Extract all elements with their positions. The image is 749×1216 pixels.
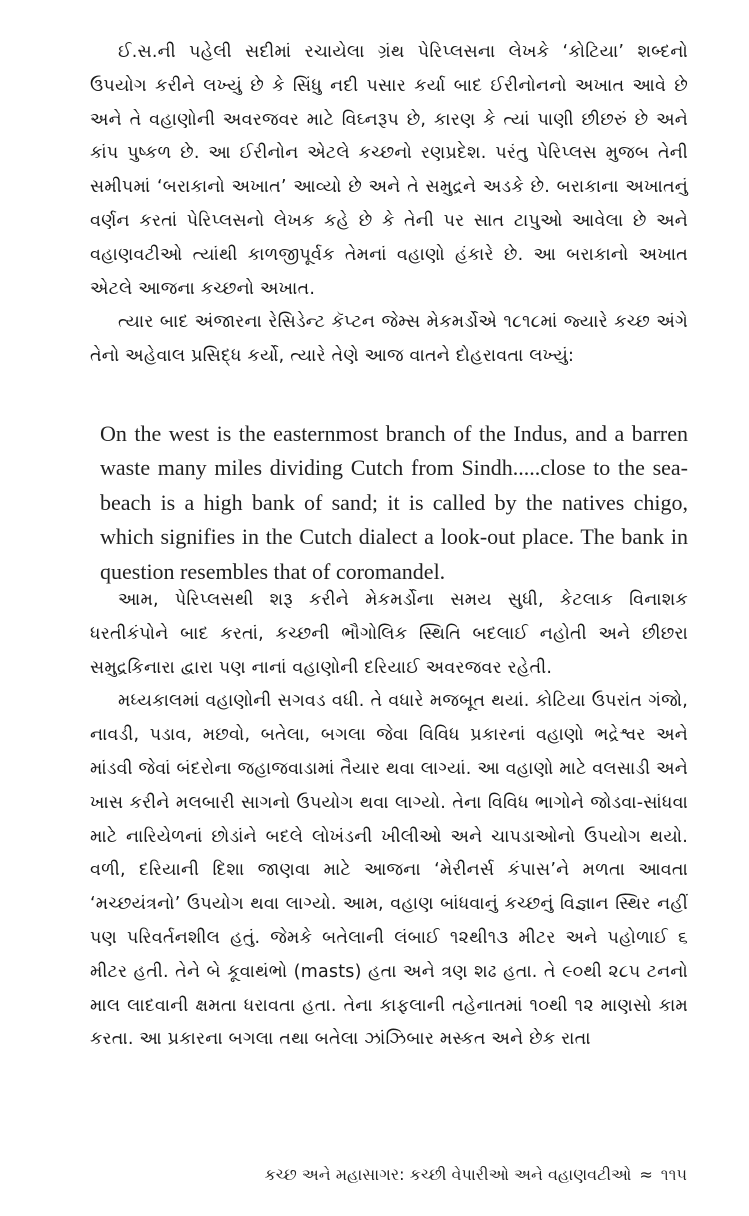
- english-quote: On the west is the easternmost branch of the Indus, and a barren waste many miles dividing Cutch from Sindh.....close to the sea-beach is a high bank of sand; it is called by the natives chigo, which signifies in the Cutch dialect a look-out place. The bank in question resembles that of coromandel.: [100, 421, 688, 584]
- paragraph-geography: આમ, પેરિપ્લસથી શરૂ કરીને મેકમર્ડોના સમય સુધી, કેટલાક વિનાશક ધરતીકંપોને બાદ કરતાં, કચ્છની ભૌગોલિક સ્થિતિ બદલાઈ નહોતી અને છીછરા સમુદ્રકિનારા દ્વારા પણ નાનાં વહાણોની દરિયાઈ અવરજવર રહેતી.: [90, 590, 688, 678]
- paragraph-medieval-ships: મધ્યકાલમાં વહાણોની સગવડ વધી. તે વધારે મજબૂત થયાં. કોટિયા ઉપરાંત ગંજો, નાવડી, પડાવ, મછવો, બતેલા, બગલા જેવા વિવિધ પ્રકારનાં વહાણો ભદ્રેશ્વર અને માંડવી જેવાં બંદરોના જહાજવાડામાં તૈયાર થવા લાગ્યાં. આ વહાણો માટે વલસાડી અને ખાસ કરીને મલબારી સાગનો ઉપયોગ થવા લાગ્યો. તેના વિવિધ ભાગોને જોડવા-સાંધવા માટે નારિયેળનાં છોડાંને બદલે લોખંડની ખીલીઓ અને ચાપડાઓનો ઉપયોગ થયો. વળી, દરિયાની દિશા જાણવા માટે આજના ‘મેરીનર્સ કંપાસ’ને મળતા આવતા ‘મચ્છયંત્રનો’ ઉપયોગ થવા લાગ્યો. આમ, વહાણ બાંધવાનું કચ્છનું વિજ્ઞાન સ્થિર નહીં પણ પરિવર્તનશીલ હતું. જેમકે બતેલાની લંબાઈ ૧૨થી૧૩ મીટર અને પહોળાઈ ૬ મીટર હતી. તેને બે કૂવાથંભો (masts) હતા અને ત્રણ શઢ હતા. તે ૯૦થી ૨૮૫ ટનનો માલ લાદવાની ક્ષમતા ધરાવતા હતા. તેના કાફલાની તહેનાતમાં ૧૦થી ૧૨ માણસો કામ કરતા. આ પ્રકારના બગલા તથા બતેલા ઝાંઝિબાર મસ્કત અને છેક રાતા: [90, 691, 688, 1050]
- footer-separator: ≈: [639, 1165, 653, 1184]
- bottom-text-block: [90, 584, 688, 1057]
- paragraph-macmurdo: ત્યાર બાદ અંજારના રેસિડેન્ટ કૅપ્ટન જેમ્સ મેકમર્ડોએ ૧૮૧૮માં જ્યારે કચ્છ અંગે તેનો અહેવાલ પ્રસિદ્ધ કર્યો, ત્યારે તેણે આજ વાતને દોહરાવતા લખ્યું:: [90, 312, 688, 367]
- page-number: ૧૧૫: [660, 1165, 687, 1184]
- page-footer: [265, 1165, 688, 1185]
- running-title: કચ્છ અને મહાસાગર: કચ્છી વેપારીઓ અને વહાણવટીઓ: [264, 1165, 632, 1184]
- top-text-block: [90, 36, 688, 374]
- paragraph-periplus: ઈ.સ.ની પહેલી સદીમાં રચાયેલા ગ્રંથ પેરિપ્લસના લેખકે ‘કોટિયા’ શબ્દનો ઉપયોગ કરીને લખ્યું છે કે સિંધુ નદી પસાર કર્યા બાદ ઈરીનોનનો અખાત આવે છે અને તે વહાણોની અવરજવર માટે વિઘ્નરૂપ છે, કારણ કે ત્યાં પાણી છીછરું છે અને કાંપ પુષ્કળ છે. આ ઈરીનોન એટલે કચ્છનો રણપ્રદેશ. પરંતુ પેરિપ્લસ મુજબ તેની સમીપમાં ‘બરાકાનો અખાત’ આવ્યો છે અને તે સમુદ્રને અડકે છે. બરાકાના અખાતનું વર્ણન કરતાં પેરિપ્લસનો લેખક કહે છે કે તેની પર સાત ટાપુઓ આવેલા છે અને વહાણવટીઓ ત્યાંથી કાળજીપૂર્વક તેમનાં વહાણો હંકારે છે. આ બરાકાનો અખાત એટલે આજના કચ્છનો અખાત.: [90, 42, 688, 299]
